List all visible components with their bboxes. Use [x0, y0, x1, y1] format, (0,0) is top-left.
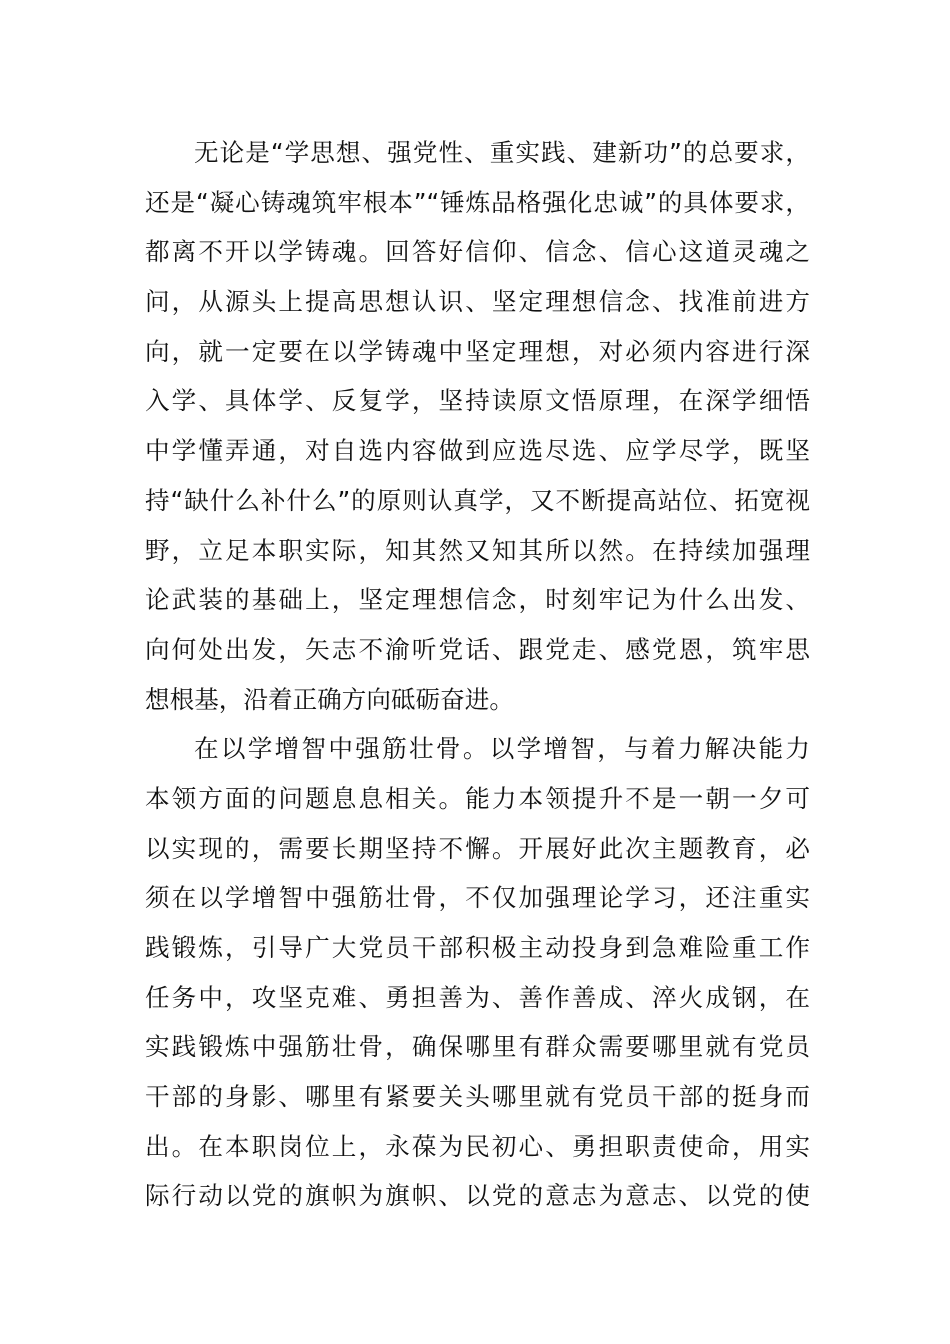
body-text [145, 128, 810, 1221]
text-line: 向，就一定要在以学铸魂中坚定理想，对必须内容进行深 [145, 336, 810, 366]
text-line: 还是“凝心铸魂筑牢根本”“锤炼品格强化忠诚”的具体要求， [145, 187, 810, 217]
text-line: 在以学增智中强筋壮骨。以学增智，与着力解决能力 [194, 734, 810, 764]
paragraph-1 [145, 128, 810, 724]
text-line: 以实现的，需要长期坚持不懈。开展好此次主题教育，必 [145, 833, 810, 863]
text-line: 任务中，攻坚克难、勇担善为、善作善成、淬火成钢，在 [145, 982, 810, 1012]
text-line: 中学懂弄通，对自选内容做到应选尽选、应学尽学，既坚 [145, 436, 810, 466]
text-line: 持“缺什么补什么”的原则认真学，又不断提高站位、拓宽视 [145, 485, 810, 515]
text-line: 向何处出发，矢志不渝听党话、跟党走、感党恩，筑牢思 [145, 634, 810, 664]
text-line: 都离不开以学铸魂。回答好信仰、信念、信心这道灵魂之 [145, 237, 810, 267]
text-line: 本领方面的问题息息相关。能力本领提升不是一朝一夕可 [145, 783, 810, 813]
text-line: 论武装的基础上，坚定理想信念，时刻牢记为什么出发、 [145, 585, 810, 615]
text-line: 际行动以党的旗帜为旗帜、以党的意志为意志、以党的使 [145, 1181, 810, 1211]
text-line: 践锻炼，引导广大党员干部积极主动投身到急难险重工作 [145, 933, 810, 962]
text-line: 实践锻炼中强筋壮骨，确保哪里有群众需要哪里就有党员 [145, 1032, 810, 1062]
text-line: 干部的身影、哪里有紧要关头哪里就有党员干部的挺身而 [145, 1082, 810, 1112]
text-line: 野，立足本职实际，知其然又知其所以然。在持续加强理 [145, 535, 810, 565]
paragraph-2 [145, 724, 810, 1221]
text-line: 想根基，沿着正确方向砥砺奋进。 [145, 684, 514, 714]
text-line: 问，从源头上提高思想认识、坚定理想信念、找准前进方 [145, 287, 810, 317]
text-line: 无论是“学思想、强党性、重实践、建新功”的总要求， [194, 138, 810, 167]
text-line: 须在以学增智中强筋壮骨，不仅加强理论学习，还注重实 [145, 883, 810, 913]
text-line: 出。在本职岗位上，永葆为民初心、勇担职责使命，用实 [145, 1131, 810, 1161]
text-line: 入学、具体学、反复学，坚持读原文悟原理，在深学细悟 [145, 386, 810, 416]
